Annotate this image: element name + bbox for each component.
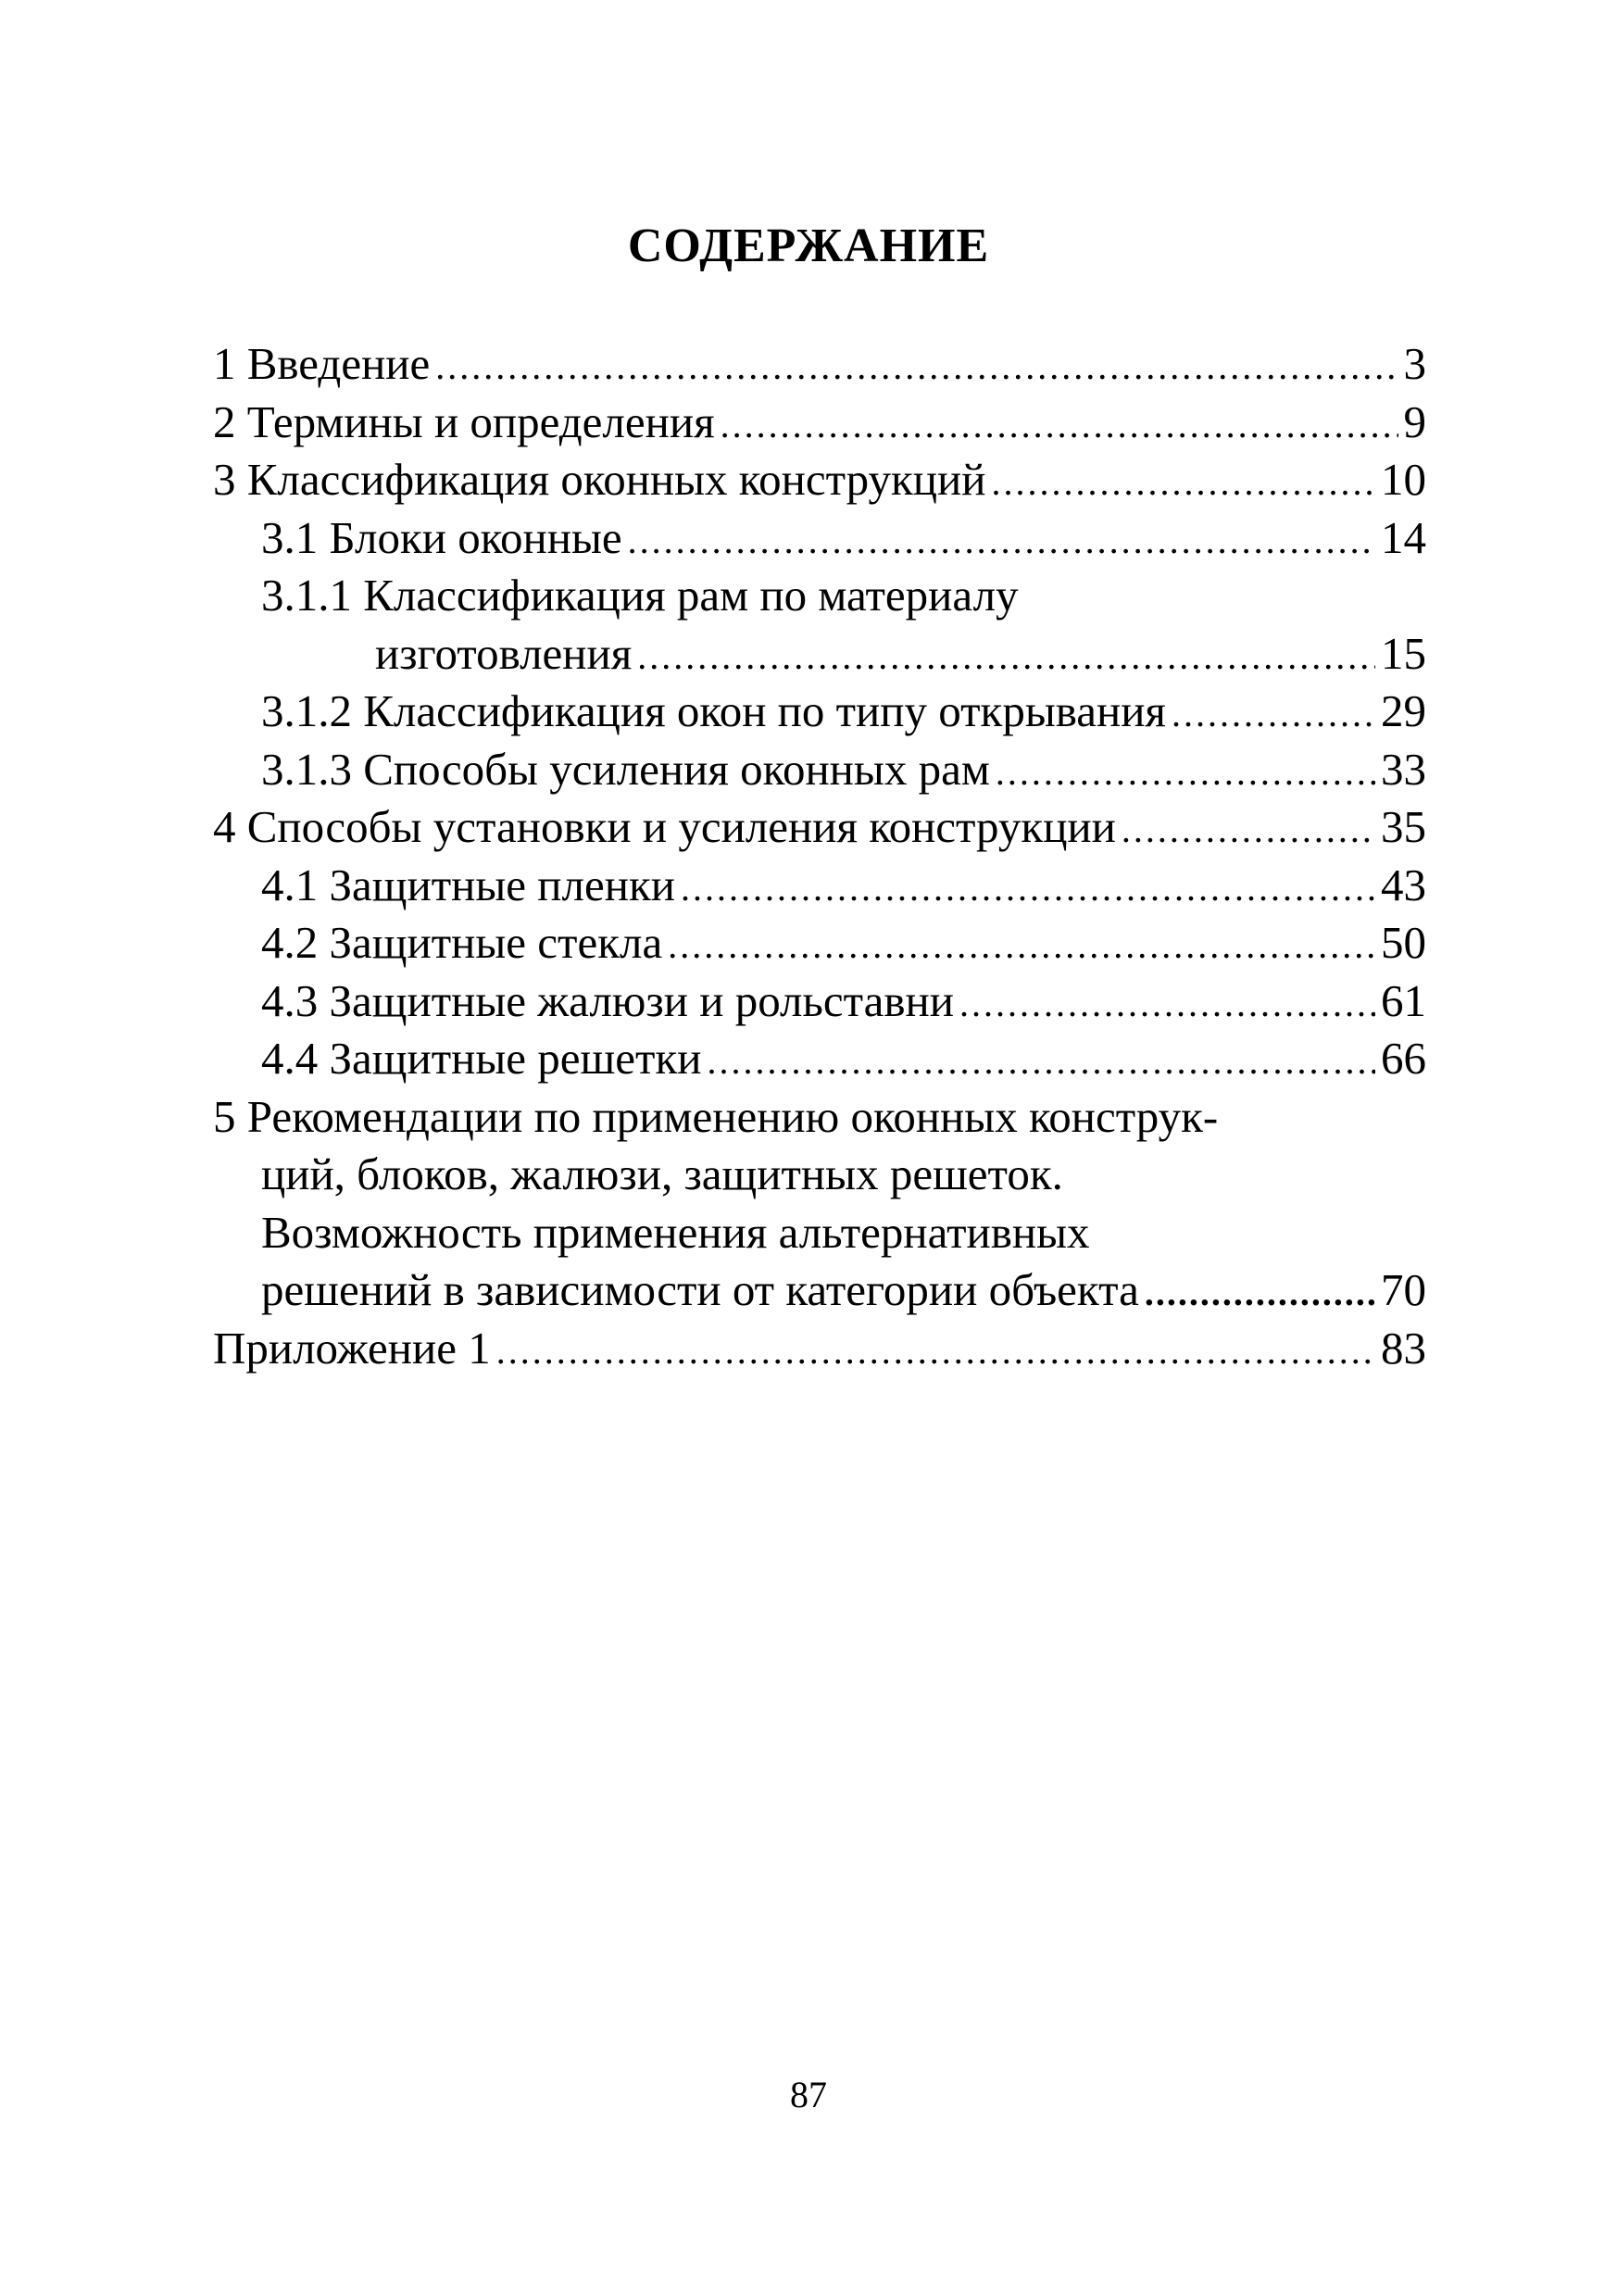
toc-entry-3-1-1-line1 [213, 567, 1426, 625]
toc-entry-4-4 [213, 1030, 1426, 1088]
toc-entry-text: 4.3 Защитные жалюзи и рольставни [261, 974, 954, 1026]
toc-entry-page: 70 [1381, 1264, 1426, 1315]
toc-leader-dots [959, 975, 1375, 1034]
toc-leader-dots [681, 859, 1375, 918]
toc-entry-text: ций, блоков, жалюзи, защитных решеток. [261, 1148, 1063, 1199]
toc-entry-text: 3.1.3 Способы усиления оконных рам [261, 743, 990, 795]
toc-entry-page: 14 [1381, 511, 1426, 563]
toc-entry-5-line1 [213, 1088, 1426, 1147]
table-of-contents [213, 335, 1426, 1377]
toc-entry-text: 3.1 Блоки оконные [261, 511, 622, 563]
toc-leader-dots [435, 338, 1398, 396]
toc-entry-text: 4.4 Защитные решетки [261, 1033, 702, 1084]
toc-entry-4-1 [213, 857, 1426, 915]
toc-leader-dots [1145, 1264, 1375, 1323]
toc-entry-page: 9 [1403, 395, 1426, 447]
toc-entry-text: 5 Рекомендации по применению оконных конструк- [213, 1090, 1219, 1142]
page-number: 87 [790, 2074, 827, 2115]
toc-entry-4-3 [213, 972, 1426, 1031]
toc-leader-dots [991, 454, 1375, 512]
toc-leader-dots [707, 1033, 1375, 1091]
toc-entry-text: решений в зависимости от категории объекта [261, 1264, 1139, 1315]
toc-entry-3-1-2 [213, 683, 1426, 741]
toc-entry-4 [213, 798, 1426, 857]
toc-entry-appendix [213, 1320, 1426, 1378]
toc-entry-text: изготовления [375, 627, 633, 679]
toc-entry-page: 43 [1381, 859, 1426, 910]
toc-entry-introduction [213, 335, 1426, 394]
toc-leader-dots [637, 628, 1375, 686]
toc-entry-page: 50 [1381, 917, 1426, 968]
toc-leader-dots [668, 917, 1375, 975]
toc-entry-5-line3 [213, 1204, 1426, 1262]
toc-entry-page: 33 [1381, 743, 1426, 795]
toc-entry-text: 2 Термины и определения [213, 395, 715, 447]
toc-entry-text: 3.1.2 Классификация окон по типу открывания [261, 685, 1166, 736]
toc-entry-text: 1 Введение [213, 338, 431, 389]
toc-entry-page: 15 [1381, 627, 1426, 679]
toc-entry-page: 61 [1381, 974, 1426, 1026]
toc-entry-5-line2 [213, 1146, 1426, 1204]
toc-leader-dots [1172, 685, 1375, 744]
toc-entry-page: 83 [1381, 1322, 1426, 1374]
toc-leader-dots [628, 512, 1375, 571]
toc-entry-3-1 [213, 509, 1426, 568]
toc-entry-terms [213, 394, 1426, 452]
toc-entry-page: 66 [1381, 1033, 1426, 1084]
toc-entry-text: 4.2 Защитные стекла [261, 917, 663, 968]
toc-entry-page: 10 [1381, 454, 1426, 505]
toc-leader-dots [721, 396, 1398, 455]
toc-entry-text: Возможность применения альтернативных [261, 1206, 1090, 1258]
toc-entry-page: 29 [1381, 685, 1426, 736]
toc-entry-page: 3 [1403, 338, 1426, 389]
toc-entry-5-line4 [213, 1261, 1426, 1320]
toc-entry-text: 3.1.1 Классификация рам по материалу [261, 570, 1019, 621]
page-title: СОДЕРЖАНИЕ [627, 220, 990, 272]
toc-entry-3-1-1-line2 [213, 625, 1426, 684]
toc-entry-classification [213, 451, 1426, 509]
toc-entry-text: Приложение 1 [213, 1322, 491, 1374]
toc-leader-dots [1122, 801, 1375, 859]
toc-leader-dots [996, 744, 1375, 802]
toc-entry-text: 4.1 Защитные пленки [261, 859, 675, 910]
toc-entry-3-1-3 [213, 741, 1426, 799]
toc-leader-dots [496, 1323, 1375, 1381]
toc-entry-4-2 [213, 914, 1426, 972]
toc-entry-page: 35 [1381, 801, 1426, 852]
toc-entry-text: 4 Способы установки и усиления конструкции [213, 801, 1116, 852]
toc-entry-text: 3 Классификация оконных конструкций [213, 454, 986, 505]
